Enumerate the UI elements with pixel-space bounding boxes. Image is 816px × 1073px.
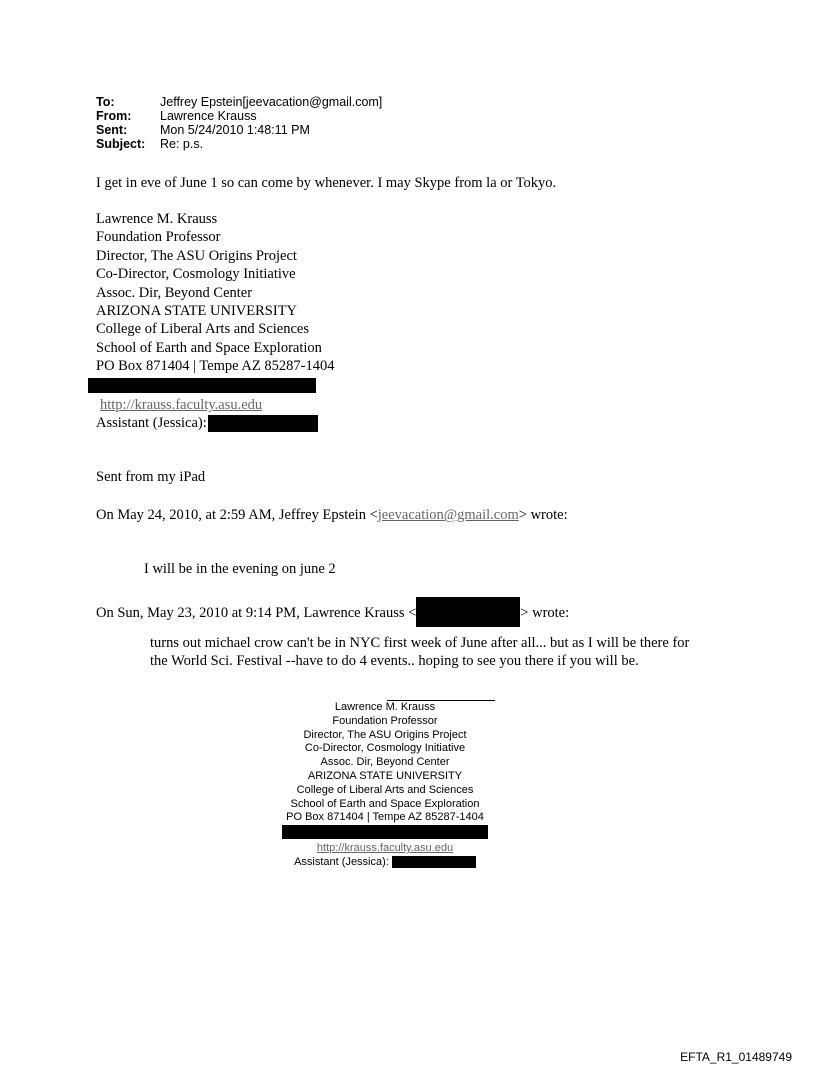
to-row: [96, 95, 382, 109]
sent-from-line: Sent from my iPad: [96, 469, 206, 485]
signature-line: School of Earth and Space Exploration: [290, 797, 480, 810]
signature-line: Lawrence M. Krauss: [334, 701, 436, 713]
signature-url-line: [100, 396, 262, 414]
signature-rule: [387, 700, 495, 701]
redaction-bar: [416, 597, 520, 627]
reply2-outro-text: > wrote:: [520, 605, 570, 621]
signature-url-link[interactable]: http://krauss.faculty.asu.edu: [100, 397, 263, 413]
signature-line: PO Box 871404 | Tempe AZ 85287-1404: [96, 358, 335, 375]
signature-line: ARIZONA STATE UNIVERSITY: [96, 303, 298, 320]
to-label: To:: [96, 95, 115, 109]
quoted-message: I will be in the evening on june 2: [144, 561, 336, 577]
signature-line: Co-Director, Cosmology Initiative: [96, 266, 296, 283]
signature-line: College of Liberal Arts and Sciences: [296, 783, 474, 796]
subject-label: Subject:: [96, 137, 146, 151]
quoted-url-link[interactable]: http://krauss.faculty.asu.edu: [316, 842, 454, 855]
signature-line: Co-Director, Cosmology Initiative: [304, 742, 466, 755]
signature-line: ARIZONA STATE UNIVERSITY: [307, 769, 463, 782]
quoted-url-line: [230, 842, 540, 856]
reply-outro-text: > wrote:: [518, 507, 568, 523]
signature-line: School of Earth and Space Exploration: [96, 339, 322, 356]
signature-line: PO Box 871404 | Tempe AZ 85287-1404: [286, 811, 484, 824]
signature-line: Assoc. Dir, Beyond Center: [320, 756, 450, 769]
redaction-row: [230, 825, 540, 839]
quoted-assistant-line: [230, 856, 540, 870]
assistant-line: [96, 414, 318, 432]
to-value: Jeffrey Epstein[jeevacation@gmail.com]: [160, 95, 383, 109]
signature-line: Assoc. Dir, Beyond Center: [96, 284, 253, 301]
from-row: [96, 109, 382, 123]
reply-intro-text: On May 24, 2010, at 2:59 AM, Jeffrey Epstein <: [96, 507, 378, 523]
signature-block: [96, 210, 334, 376]
signature-line: Lawrence M. Krauss: [96, 211, 218, 227]
redaction-bar: [282, 825, 488, 839]
signature-line: Director, The ASU Origins Project: [303, 728, 467, 741]
sent-label: Sent:: [96, 123, 128, 137]
quoted-signature-block: [230, 700, 540, 870]
from-value: Lawrence Krauss: [160, 109, 257, 123]
subject-value: Re: p.s.: [160, 137, 204, 151]
email-header: [96, 95, 382, 151]
body-line: I get in eve of June 1 so can come by whenever. I may Skype from la or Tokyo.: [96, 175, 557, 191]
subject-row: [96, 137, 382, 151]
from-label: From:: [96, 109, 132, 123]
sent-row: [96, 123, 382, 137]
assistant-label: Assistant (Jessica):: [96, 415, 207, 431]
signature-line: Foundation Professor: [332, 714, 438, 727]
signature-line: Director, The ASU Origins Project: [96, 247, 297, 264]
document-id: EFTA_R1_01489749: [680, 1050, 792, 1064]
sent-value: Mon 5/24/2010 1:48:11 PM: [160, 123, 310, 137]
reply-email-link[interactable]: jeevacation@gmail.com: [377, 507, 519, 523]
redaction-bar: [392, 856, 476, 868]
reply-intro-line: [96, 506, 568, 524]
redaction-bar: [88, 378, 316, 393]
quoted-assistant-label: Assistant (Jessica):: [294, 855, 389, 868]
reply2-intro-text: On Sun, May 23, 2010 at 9:14 PM, Lawrence Krauss <: [96, 605, 417, 621]
quoted-message-2: turns out michael crow can't be in NYC first week of June after all... but as I will be there for the World Sci. Festival --have to do 4 events.. hoping to see you there if you will be.: [150, 635, 690, 670]
signature-line: Foundation Professor: [96, 229, 221, 246]
signature-line: College of Liberal Arts and Sciences: [96, 321, 310, 338]
reply2-intro-line: [96, 597, 569, 627]
redaction-bar: [208, 415, 318, 432]
